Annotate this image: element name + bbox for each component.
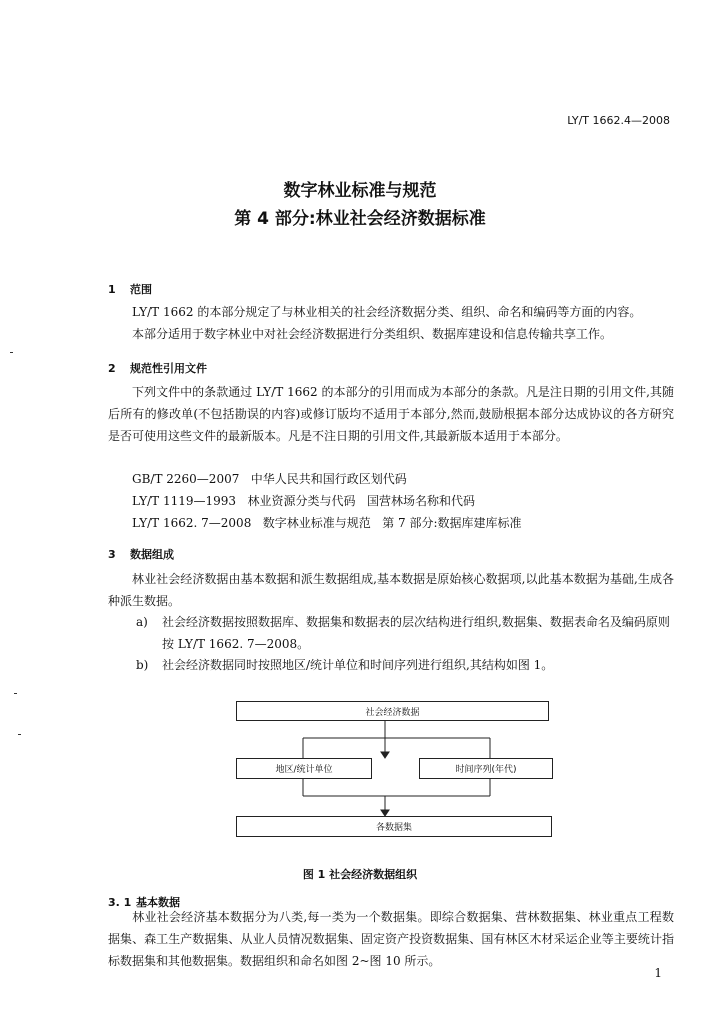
section-number: 3. 1 bbox=[108, 896, 132, 909]
list-marker: b) bbox=[136, 658, 149, 672]
datasets-box: 各数据集 bbox=[236, 816, 552, 837]
scan-speck bbox=[10, 352, 13, 353]
list-marker: a) bbox=[136, 615, 148, 629]
arrowhead bbox=[381, 752, 389, 758]
paragraph-text: 本部分适用于数字林业中对社会经济数据进行分类组织、数据库建设和信息传输共享工作。 bbox=[132, 327, 613, 341]
paragraph-text: 林业社会经济数据由基本数据和派生数据组成,基本数据是原始核心数据项,以此基本数据为基础,生成各种派生数据。 bbox=[108, 572, 674, 608]
section-title: 数据组成 bbox=[130, 548, 174, 561]
section-number: 3 bbox=[108, 548, 116, 561]
list-item-text: 社会经济数据按照数据库、数据集和数据表的层次结构进行组织,数据集、数据表命名及编码原则按 LY/T 1662. 7—2008。 bbox=[162, 615, 670, 651]
scan-speck bbox=[14, 693, 17, 694]
paragraph-text: 下列文件中的条款通过 LY/T 1662 的本部分的引用而成为本部分的条款。凡是注日期的引用文件,其随后所有的修改单(不包括勘误的内容)或修订版均不适用于本部分,然而,鼓励根据本部分达成协议的各方研究是否可使用这些文件的最新版本。凡是不注日期的引用文件,其最新版本适用于本部分。 bbox=[108, 385, 674, 443]
list-item-text: 社会经济数据同时按照地区/统计单位和时间序列进行组织,其结构如图 1。 bbox=[162, 658, 554, 672]
paragraph-text: 林业社会经济基本数据分为八类,每一类为一个数据集。即综合数据集、营林数据集、林业重点工程数据集、森工生产数据集、从业人员情况数据集、固定资产投资数据集、国有林区木材采运企业等主要统计指标数据集和其他数据集。数据组织和命名如图 2~图 10 所示。 bbox=[108, 910, 674, 968]
page-number: 1 bbox=[654, 966, 662, 980]
section-3-1-paragraph bbox=[108, 906, 674, 972]
standard-number: LY/T 1662.4—2008 bbox=[567, 114, 670, 127]
document-subtitle: 第 4 部分:林业社会经济数据标准 bbox=[234, 209, 486, 229]
paragraph-text: LY/T 1662 的本部分规定了与林业相关的社会经济数据分类、组织、命名和编码等方面的内容。 bbox=[132, 305, 642, 319]
section-number: 1 bbox=[108, 283, 116, 296]
social-economic-data-box: 社会经济数据 bbox=[236, 701, 549, 721]
section-title: 范围 bbox=[130, 283, 152, 296]
document-title: 数字林业标准与规范 bbox=[283, 181, 437, 201]
reference-item: LY/T 1662. 7—2008 数字林业标准与规范 第 7 部分:数据库建库标准 bbox=[132, 516, 522, 530]
time-series-box: 时间序列(年代) bbox=[419, 758, 553, 779]
section-number: 2 bbox=[108, 362, 116, 375]
section-title: 基本数据 bbox=[136, 896, 180, 909]
section-title: 规范性引用文件 bbox=[130, 362, 207, 375]
region-unit-box: 地区/统计单位 bbox=[236, 758, 372, 779]
reference-item: GB/T 2260—2007 中华人民共和国行政区划代码 bbox=[132, 472, 407, 486]
figure-caption: 图 1 社会经济数据组织 bbox=[302, 868, 418, 881]
reference-item: LY/T 1119—1993 林业资源分类与代码 国营林场名称和代码 bbox=[132, 494, 475, 508]
scan-speck bbox=[18, 734, 21, 735]
